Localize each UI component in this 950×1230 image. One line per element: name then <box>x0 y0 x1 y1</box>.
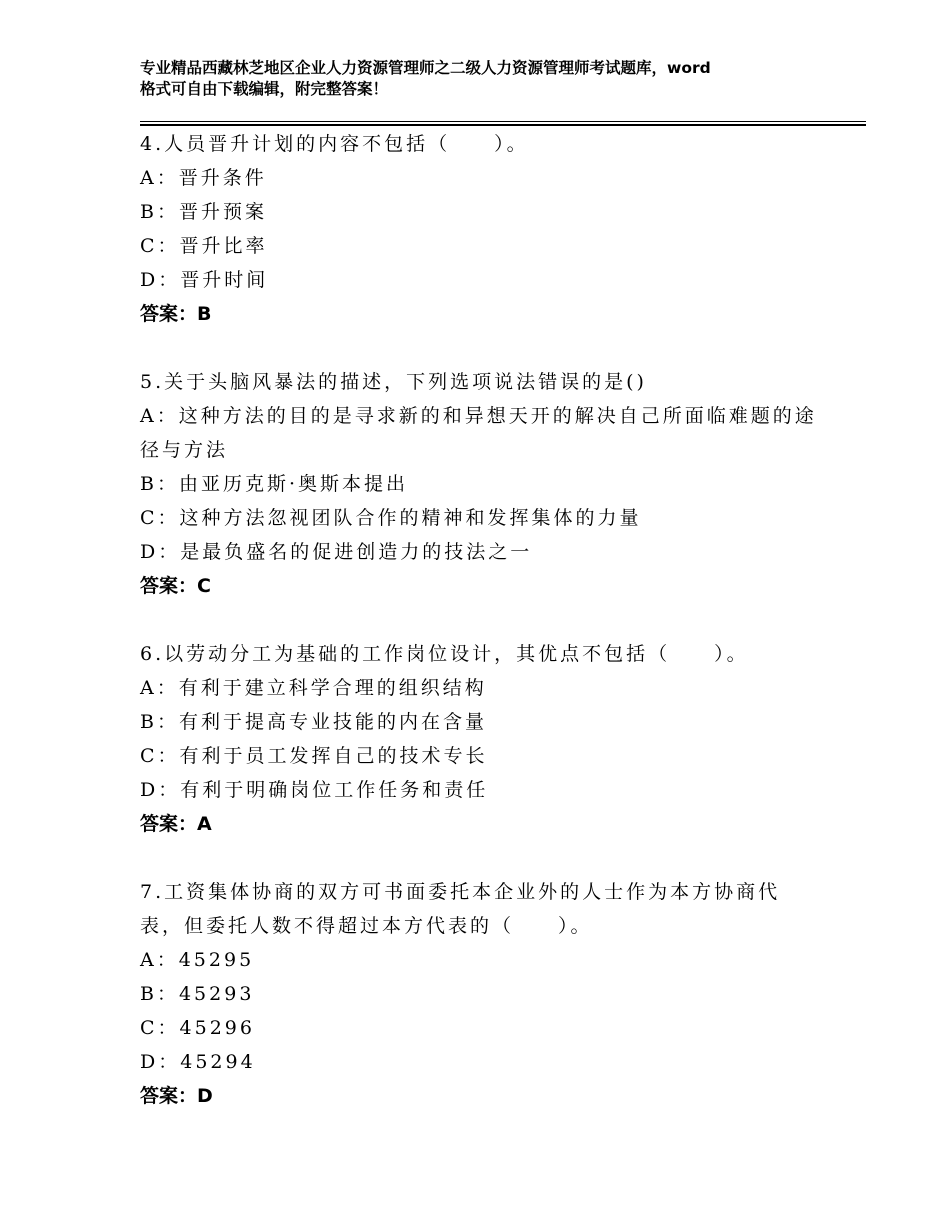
question-stem: 4.人员晋升计划的内容不包括（ ）。 <box>140 133 529 155</box>
question-4 <box>140 127 830 331</box>
option-c: C：45296 <box>140 1017 255 1039</box>
option-b: B：45293 <box>140 983 255 1005</box>
answer: 答案：D <box>140 1085 213 1107</box>
header-divider-thick <box>140 124 866 126</box>
option-c: C：晋升比率 <box>140 235 268 257</box>
option-d: D：有利于明确岗位工作任务和责任 <box>140 779 489 801</box>
option-a: A：这种方法的目的是寻求新的和异想天开的解决自己所面临难题的途 <box>140 405 817 427</box>
option-d: D：晋升时间 <box>140 269 269 291</box>
question-stem: 6.以劳动分工为基础的工作岗位设计，其优点不包括（ ）。 <box>140 643 749 665</box>
answer: 答案：B <box>140 303 212 325</box>
option-a: A：有利于建立科学合理的组织结构 <box>140 677 487 699</box>
question-6 <box>140 637 830 841</box>
option-a: A：晋升条件 <box>140 167 267 189</box>
option-d: D：45294 <box>140 1051 256 1073</box>
option-b: B：由亚历克斯·奥斯本提出 <box>140 473 409 495</box>
question-5 <box>140 365 830 603</box>
question-list <box>140 127 830 1113</box>
document-header <box>140 58 830 100</box>
option-c: C：有利于员工发挥自己的技术专长 <box>140 745 488 767</box>
answer: 答案：C <box>140 575 211 597</box>
answer: 答案：A <box>140 813 212 835</box>
question-stem: 7.工资集体协商的双方可书面委托本企业外的人士作为本方协商代 <box>140 881 781 903</box>
header-line-2: 格式可自由下载编辑，附完整答案！ <box>140 80 389 98</box>
question-stem-continued: 表，但委托人数不得超过本方代表的（ ）。 <box>140 915 593 937</box>
header-line-1: 专业精品西藏林芝地区企业人力资源管理师之二级人力资源管理师考试题库，word <box>140 59 711 77</box>
question-stem: 5.关于头脑风暴法的描述，下列选项说法错误的是() <box>140 371 647 393</box>
option-d: D：是最负盛名的促进创造力的技法之一 <box>140 541 533 563</box>
question-7 <box>140 875 830 1113</box>
header-divider-thin <box>140 121 866 122</box>
option-a-continued: 径与方法 <box>140 439 229 461</box>
option-b: B：晋升预案 <box>140 201 267 223</box>
option-a: A：45295 <box>140 949 255 971</box>
option-b: B：有利于提高专业技能的内在含量 <box>140 711 487 733</box>
option-c: C：这种方法忽视团队合作的精神和发挥集体的力量 <box>140 507 642 529</box>
